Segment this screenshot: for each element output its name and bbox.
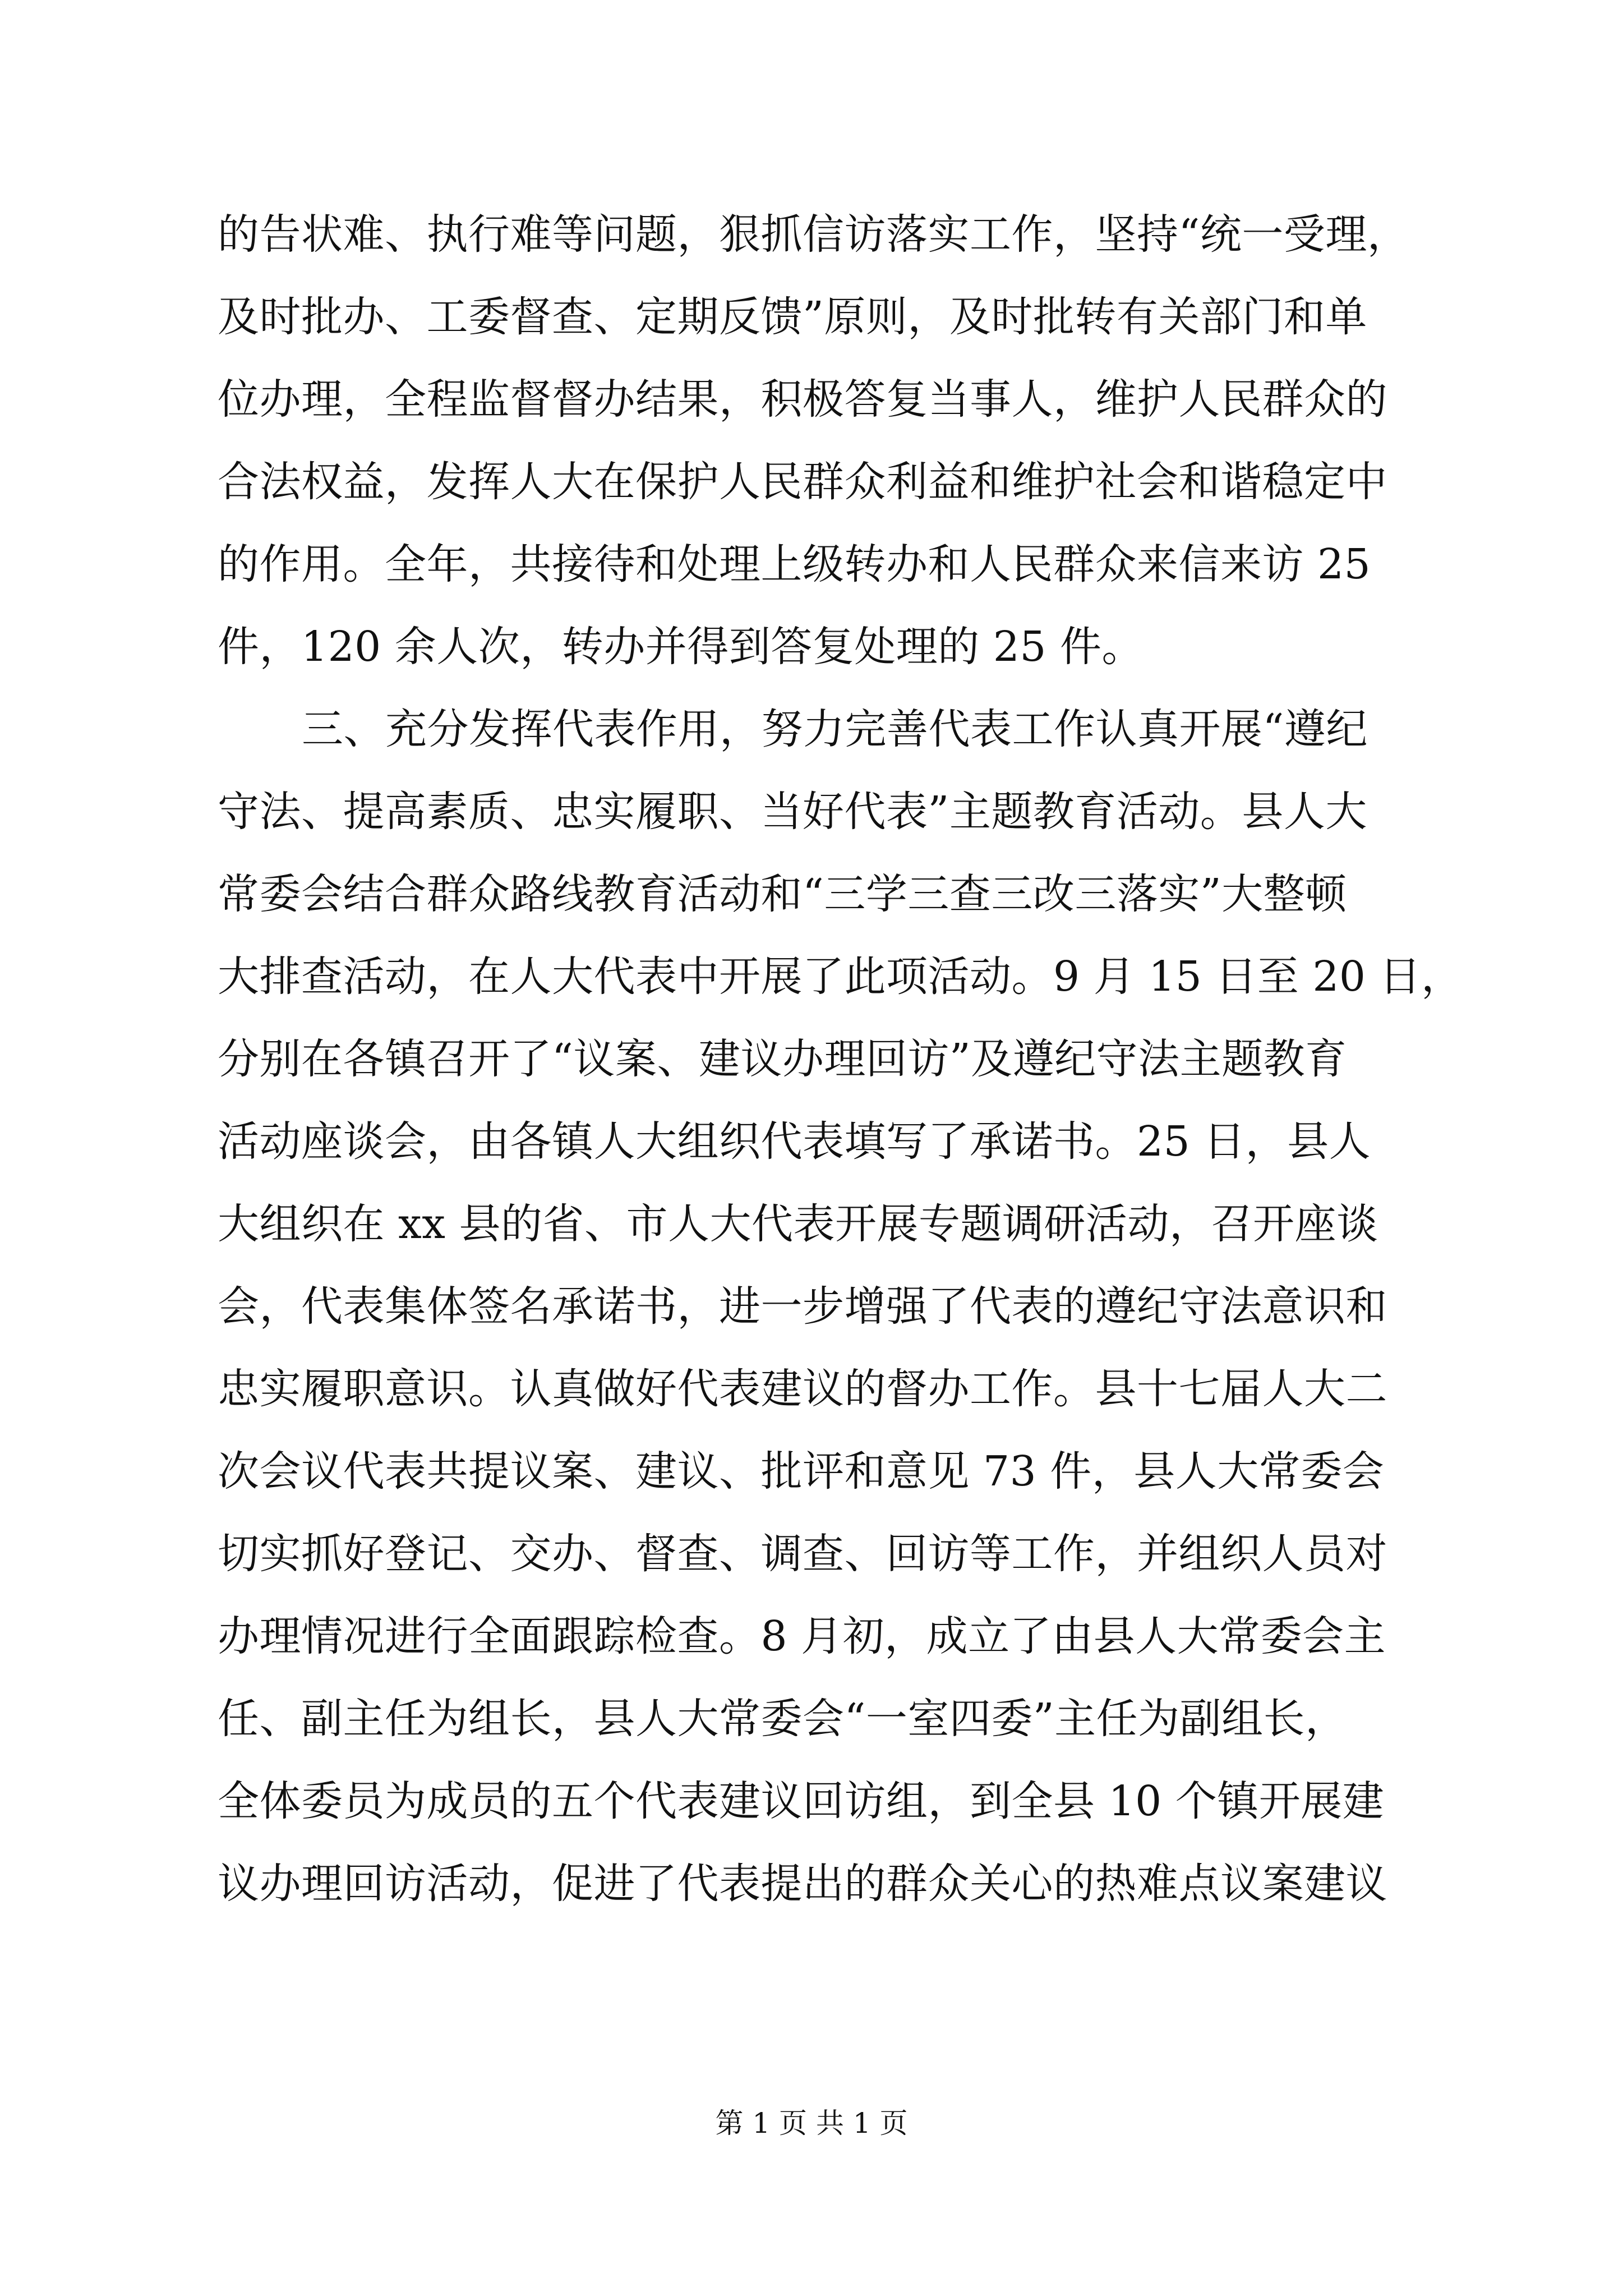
text-line: 的告状难、执行难等问题，狠抓信访落实工作，坚持“统一受理，: [218, 210, 1409, 259]
text-line: 及时批办、工委督查、定期反馈”原则，及时批转有关部门和单: [218, 293, 1367, 341]
text-line: 常委会结合群众路线教育活动和“三学三查三改三落实”大整顿: [218, 870, 1347, 918]
text-line: 合法权益，发挥人大在保护人民群众利益和维护社会和谐稳定中: [218, 458, 1387, 506]
text-line: 守法、提高素质、忠实履职、当好代表”主题教育活动。县人大: [218, 788, 1367, 836]
text-line: 位办理，全程监督督办结果，积极答复当事人，维护人民群众的: [218, 375, 1387, 424]
section-heading-line: 三、充分发挥代表作用，努力完善代表工作认真开展“遵纪: [302, 705, 1368, 753]
text-line: 件，120 余人次，转办并得到答复处理的 25 件。: [218, 623, 1144, 671]
page-number-label: 第 1 页 共 1 页: [715, 2107, 908, 2139]
text-line: 大组织在 xx 县的省、市人大代表开展专题调研活动，召开座谈: [218, 1200, 1378, 1248]
text-line: 大排查活动，在人大代表中开展了此项活动。9 月 15 日至 20 日，: [218, 953, 1463, 1001]
body-text: [218, 194, 1463, 1925]
text-line: 的作用。全年，共接待和处理上级转办和人民群众来信来访 25: [218, 540, 1371, 588]
text-line: 分别在各镇召开了“议案、建议办理回访”及遵纪守法主题教育: [218, 1035, 1347, 1083]
text-line: 办理情况进行全面跟踪检查。8 月初，成立了由县人大常委会主: [218, 1612, 1386, 1660]
text-line: 会，代表集体签名承诺书，进一步增强了代表的遵纪守法意识和: [218, 1282, 1387, 1331]
text-line: 议办理回访活动，促进了代表提出的群众关心的热难点议案建议: [218, 1860, 1387, 1908]
text-line: 任、副主任为组长，县人大常委会“一室四委”主任为副组长，: [218, 1695, 1347, 1743]
text-line: 切实抓好登记、交办、督查、调查、回访等工作，并组织人员对: [218, 1530, 1387, 1578]
page-footer: [0, 2104, 1623, 2143]
text-line: 活动座谈会，由各镇人大组织代表填写了承诺书。25 日，县人: [218, 1117, 1371, 1166]
text-line: 忠实履职意识。认真做好代表建议的督办工作。县十七届人大二: [218, 1365, 1387, 1413]
text-line: 次会议代表共提议案、建议、批评和意见 73 件，县人大常委会: [218, 1447, 1385, 1496]
text-line: 全体委员为成员的五个代表建议回访组，到全县 10 个镇开展建: [218, 1777, 1385, 1825]
